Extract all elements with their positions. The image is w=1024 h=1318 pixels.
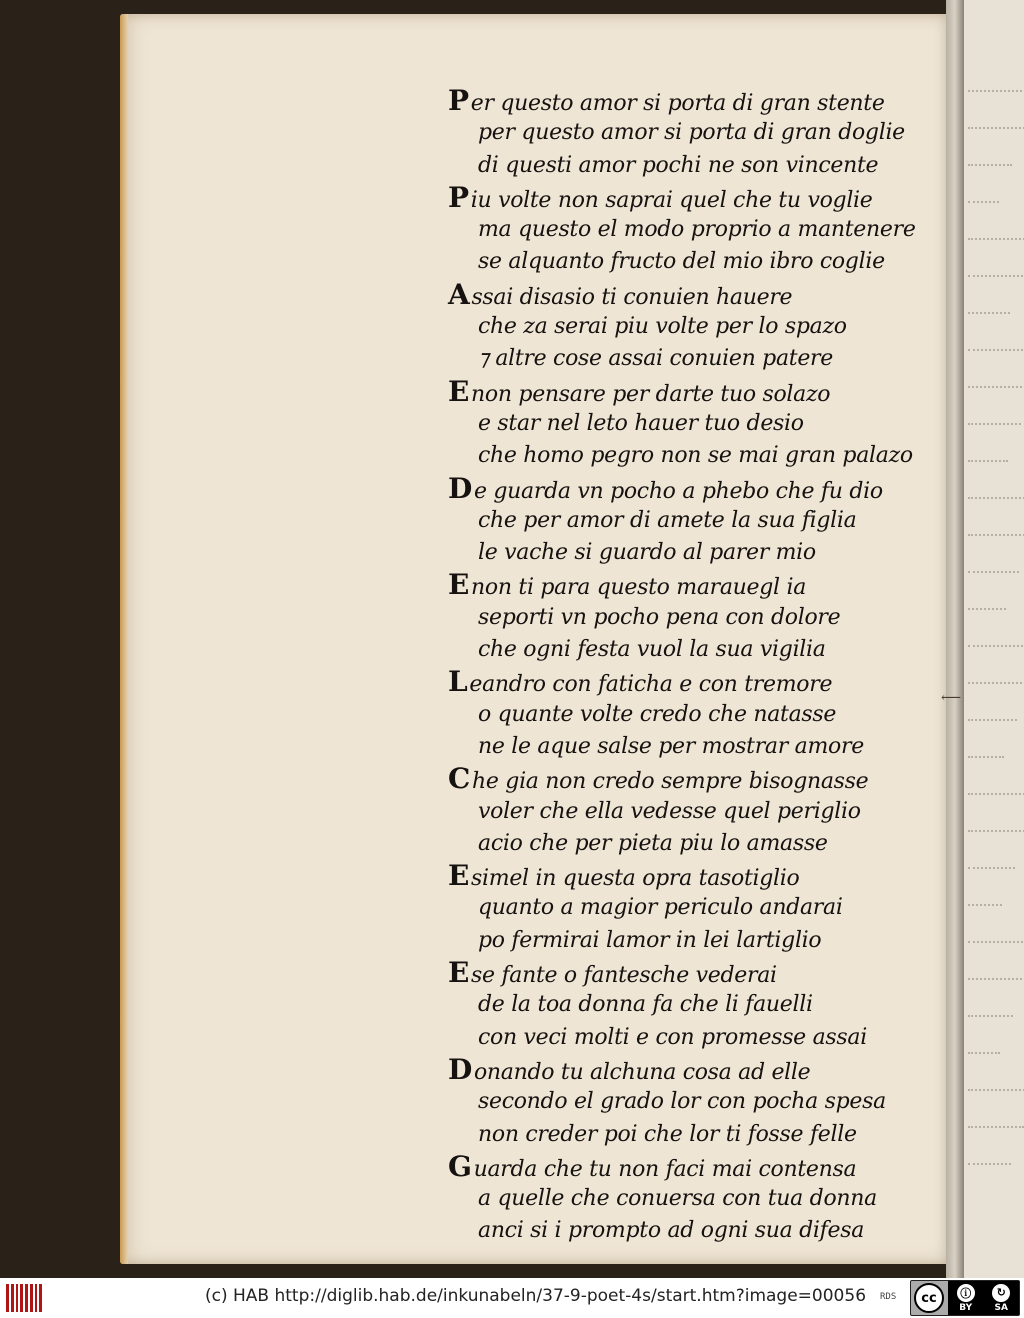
verse-text: eandro con faticha e con tremore [469,672,833,698]
verse-text: di questi amor pochi ne son vincente [478,152,879,178]
facing-page-text-ghost [968,386,1024,398]
verse-line [448,440,918,472]
verse-initial: P [448,84,469,117]
verse-text: po fermirai lamor in lei lartiglio [478,927,822,953]
verse-line [448,1086,918,1118]
facing-page-text-ghost [968,645,1024,657]
verse-text: a quelle che conuersa con tua donna [478,1186,877,1212]
attribution-icon: ⓘ [957,1284,975,1302]
verse-text: acio che per pieta piu lo amasse [478,830,828,856]
verse-line [448,473,918,505]
verse-text: de la toa donna fa che li fauelli [478,992,813,1018]
verse-line [448,150,918,182]
verse-initial: P [448,180,469,214]
verse-initial: D [448,1052,472,1086]
verse-text: he gia non credo sempre bisognasse [472,769,869,795]
share-alike-icon: ↻ [992,1284,1010,1302]
verse-text: iu volte non saprai quel che tu voglie [470,187,873,213]
facing-page-text-ghost [968,941,1024,953]
verse-line [448,1215,918,1247]
verse-text: seporti vn pocho pena con dolore [478,604,841,630]
license-sa-label: SA [994,1302,1008,1313]
facing-page-text-ghost [968,164,1012,176]
verse-line [448,246,918,278]
verse-initial: E [448,859,470,893]
verse-line [448,666,918,698]
verse-column [448,85,918,1248]
verse-line [448,957,918,989]
verse-line [448,311,918,343]
verse-line [448,602,918,634]
verse-initial: D [448,471,472,505]
verse-text: simel in questa opra tasotiglio [471,866,800,892]
facing-page-text-ghost [968,312,1010,324]
verse-text: non pensare per darte tuo solazo [471,381,831,407]
facing-page-text-ghost [968,90,1024,102]
verse-text: quanto a magior periculo andarai [478,895,843,921]
verse-line [448,343,918,375]
facing-page-text-ghost [968,719,1017,731]
verse-text: e star nel leto hauer tuo desio [478,410,804,436]
verse-initial: G [448,1149,472,1183]
verse-line [448,505,918,537]
verse-text: e guarda vn pocho a phebo che fu dio [473,478,883,504]
book-gutter [946,0,964,1278]
verse-text: voler che ella vedesse quel periglio [478,798,861,824]
facing-page-text-ghost [968,608,1006,620]
verse-initial: E [448,568,470,602]
verse-line [448,537,918,569]
verse-line [448,376,918,408]
facing-page-text-ghost [968,201,999,213]
verse-text: ssai disasio ti conuien hauere [471,284,793,310]
facing-page-text-ghost [968,867,1015,879]
facing-page-text-ghost [968,238,1024,250]
facing-page-text-ghost [968,830,1024,842]
verse-line [448,925,918,957]
verse-text: con veci molti e con promesse assai [478,1024,867,1050]
facing-page-text-ghost [968,534,1024,546]
cc-license-badge[interactable] [910,1280,1020,1316]
verse-line [448,989,918,1021]
facing-page-text-ghost [968,497,1024,509]
verse-text: ma questo el modo proprio a mantenere [478,217,916,243]
verse-initial: E [448,374,470,408]
verse-line [448,569,918,601]
facing-page-text-ghost [968,978,1024,990]
verse-line [448,796,918,828]
license-terms [948,1281,1019,1315]
facing-page-text-ghost [968,756,1004,768]
verse-text: o quante volte credo che natasse [478,701,837,727]
verse-line [448,699,918,731]
verse-text: le vache si guardo al parer mio [478,540,816,566]
facing-page-text-ghost [968,349,1024,361]
verse-line [448,892,918,924]
verse-initial: A [448,277,470,311]
facing-page-text-ghost [968,275,1023,287]
hab-logo [6,1284,42,1312]
verse-line [448,117,918,149]
margin-mark: ⟵ [941,690,962,706]
verse-text: ⁊ altre cose assai conuien patere [478,346,833,372]
facing-page-edge [964,0,1024,1278]
verse-initial: E [448,956,470,990]
verse-text: per questo amor si porta di gran doglie [478,120,905,146]
facing-page-text-ghost [968,127,1024,139]
verse-text: secondo el grado lor con pocha spesa [478,1089,886,1115]
facing-page-text-ghost [968,1089,1024,1101]
facing-page-text-ghost [968,904,1002,916]
verse-line [448,763,918,795]
verse-text: che za serai piu volte per lo spazo [478,314,847,340]
facing-page-text-ghost [968,571,1019,583]
verse-line [448,214,918,246]
facing-page-text-ghost [968,460,1008,472]
facing-page-text-ghost [968,1126,1024,1138]
verse-text: non creder poi che lor ti fosse felle [478,1121,857,1147]
verse-initial: L [448,665,468,699]
page-edge [120,14,128,1264]
verse-line [448,731,918,763]
verse-text: se fante o fantesche vederai [471,963,777,989]
verse-line [448,85,918,117]
verse-text: onando tu alchuna cosa ad elle [473,1059,811,1085]
facing-page-text-ghost [968,1015,1013,1027]
verse-line [448,1183,918,1215]
verse-text: ne le aque salse per mostrar amore [478,733,864,759]
verse-line [448,182,918,214]
verse-line [448,828,918,860]
verse-text: che per amor di amete la sua figlia [478,507,857,533]
verse-line [448,279,918,311]
verse-text: non ti para questo marauegl ia [471,575,807,601]
facing-page-text-ghost [968,1052,1000,1064]
verse-text: se alquanto fructo del mio ibro coglie [478,249,885,275]
facing-page-text-ghost [968,682,1024,694]
page-code: RDS [880,1292,897,1302]
license-by-label: BY [959,1302,973,1313]
copyright-link[interactable]: (c) HAB http://diglib.hab.de/inkunabeln/37-9-poet-4s/start.htm?image=00056 [205,1286,867,1306]
verse-text: che homo pegro non se mai gran palazo [478,443,913,469]
verse-line [448,408,918,440]
verse-text: er questo amor si porta di gran stente [470,91,885,116]
verse-line [448,1022,918,1054]
verse-line [448,1054,918,1086]
facing-page-text-ghost [968,423,1021,435]
verse-text: anci si i prompto ad ogni sua difesa [478,1218,865,1244]
facing-page-text-ghost [968,793,1024,805]
verse-initial: C [448,762,470,796]
cc-icon: cc [914,1283,944,1313]
verse-line [448,860,918,892]
verse-text: uarda che tu non faci mai contensa [473,1156,857,1182]
verse-line [448,1151,918,1183]
verse-text: che ogni festa vuol la sua vigilia [478,637,826,663]
verse-line [448,1119,918,1151]
facing-page-text-ghost [968,1163,1011,1175]
verse-line [448,634,918,666]
